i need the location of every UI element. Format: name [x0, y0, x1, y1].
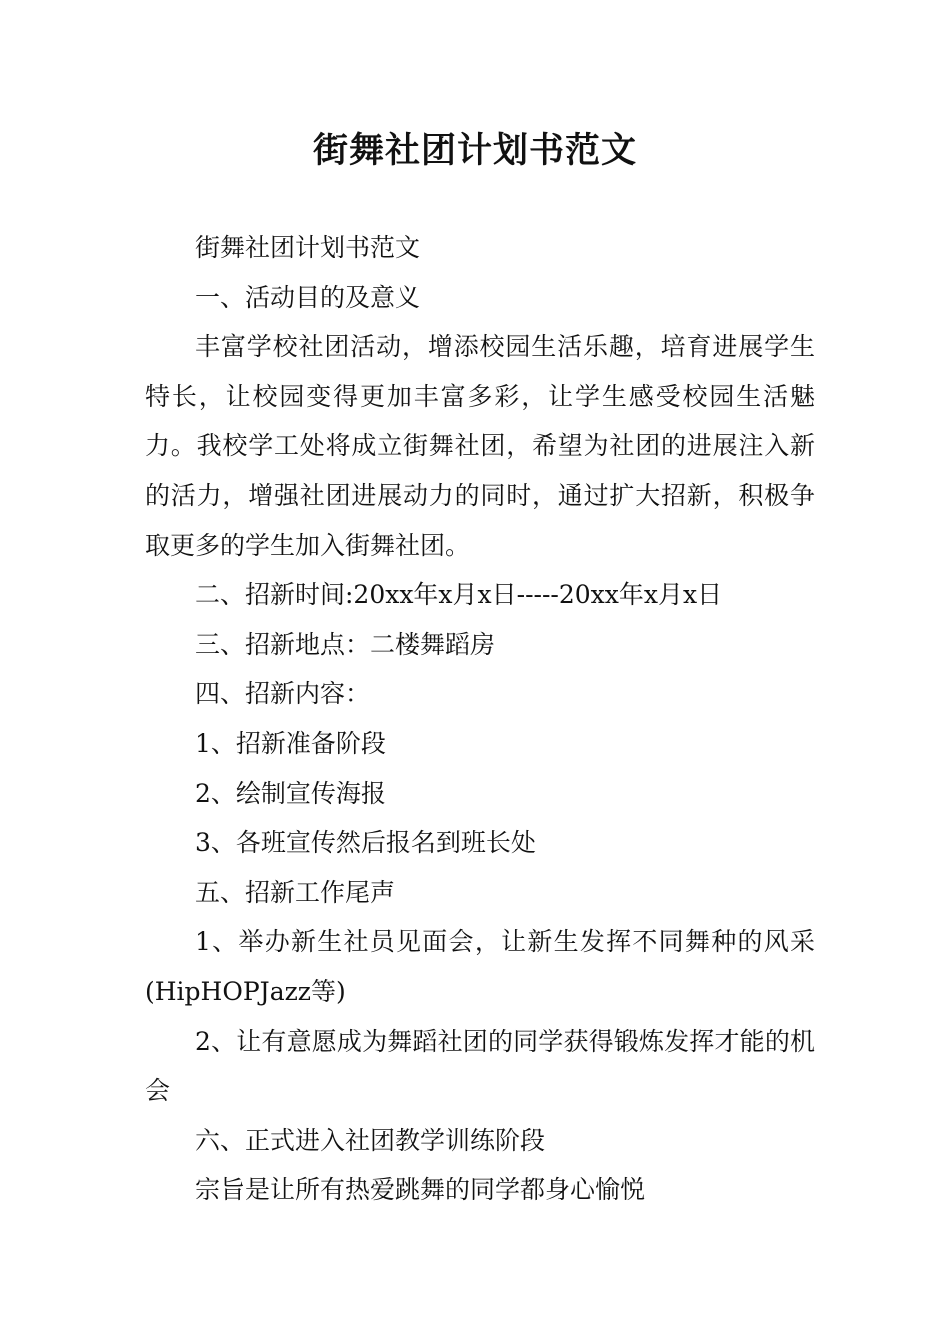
- section-6-heading: 六、正式进入社团教学训练阶段: [195, 1125, 546, 1155]
- document-title: 街舞社团计划书范文: [312, 131, 637, 171]
- section-1-heading: 一、活动目的及意义: [195, 282, 421, 312]
- section-6-body: 宗旨是让所有热爱跳舞的同学都身心愉悦: [195, 1175, 646, 1205]
- section-5-item-2: 2、让有意愿成为舞蹈社团的同学获得锻炼发挥才能的机会: [145, 1026, 815, 1106]
- paragraph-heading: 街舞社团计划书范文: [195, 233, 421, 262]
- recruit-location: 三、招新地点：二楼舞蹈房: [195, 629, 496, 659]
- section-5-item-1: 1、举办新生社员见面会，让新生发挥不同舞种的风采(HipHOPJazz等): [145, 927, 815, 1006]
- recruit-step-1: 1、招新准备阶段: [195, 728, 386, 758]
- recruit-step-2: 2、绘制宣传海报: [195, 778, 386, 808]
- recruit-step-3: 3、各班宣传然后报名到班长处: [195, 828, 536, 858]
- document-body: [145, 223, 815, 1215]
- recruit-time: 二、招新时间:20xx年x月x日-----20xx年x月x日: [195, 580, 723, 610]
- section-1-body: 丰富学校社团活动，增添校园生活乐趣，培育进展学生特长，让校园变得更加丰富多彩，让学生感受校园生活魅力。我校学工处将成立街舞社团，希望为社团的进展注入新的活力，增强社团进展动力的同时，通过扩大招新，积极争取更多的学生加入街舞社团。: [145, 332, 815, 560]
- section-5-heading: 五、招新工作尾声: [195, 877, 396, 907]
- recruit-content-heading: 四、招新内容：: [195, 679, 371, 709]
